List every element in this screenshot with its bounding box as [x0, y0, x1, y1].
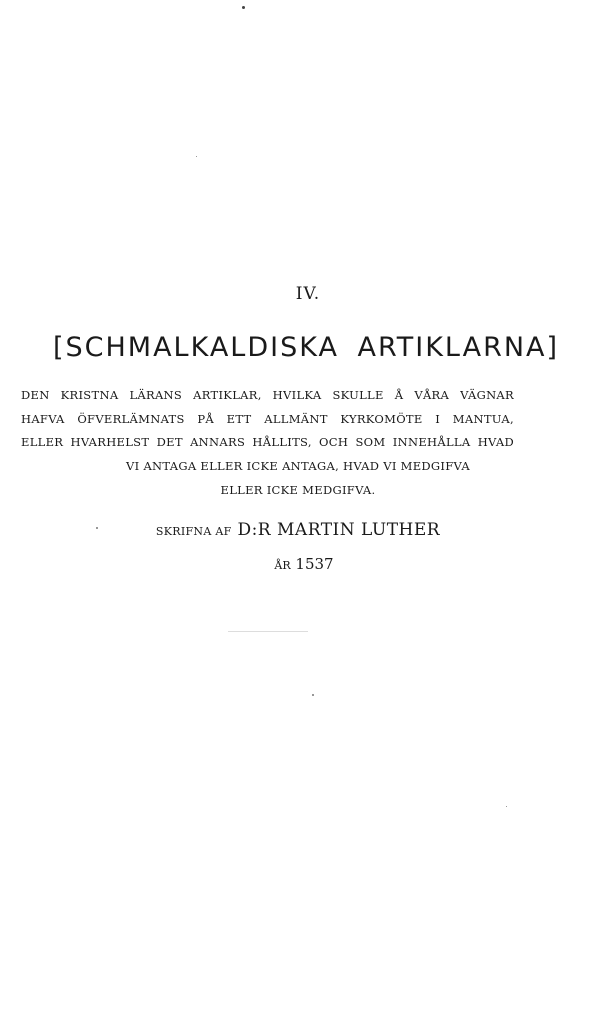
- scan-speck: [242, 6, 245, 9]
- author-line: [0, 520, 606, 540]
- year-line: [0, 555, 612, 573]
- year: 1537: [295, 555, 334, 573]
- scan-speck: [96, 527, 98, 529]
- chapter-number: IV.: [295, 284, 321, 304]
- year-prefix: ÅR: [274, 559, 291, 572]
- scan-speck: [312, 694, 314, 696]
- scan-speck: [196, 156, 197, 157]
- author-name: D:R MARTIN LUTHER: [237, 520, 441, 540]
- scan-smudge: [228, 631, 308, 632]
- subtitle-line-5: ELLER ICKE MEDGIFVA.: [220, 483, 376, 497]
- author-prefix: SKRIFNA AF: [155, 525, 232, 538]
- subtitle-line-3: ELLER HVARHELST DET ANNARS HÅLLITS, OCH SOM INNEHÅLLA HVAD: [21, 435, 514, 449]
- subtitle-line-1: DEN KRISTNA LÄRANS ARTIKLAR, HVILKA SKULLE Å VÅRA VÄGNAR: [21, 388, 514, 402]
- subtitle-line-4: VI ANTAGA ELLER ICKE ANTAGA, HVAD VI MEDGIFVA: [126, 459, 470, 473]
- document-title: [SCHMALKALDISKA ARTIKLARNA]: [52, 332, 560, 363]
- subtitle-line-2: HAFVA ÖFVERLÄMNATS PÅ ETT ALLMÄNT KYRKOMÖTE I MANTUA,: [21, 412, 514, 426]
- scan-speck: [506, 806, 507, 807]
